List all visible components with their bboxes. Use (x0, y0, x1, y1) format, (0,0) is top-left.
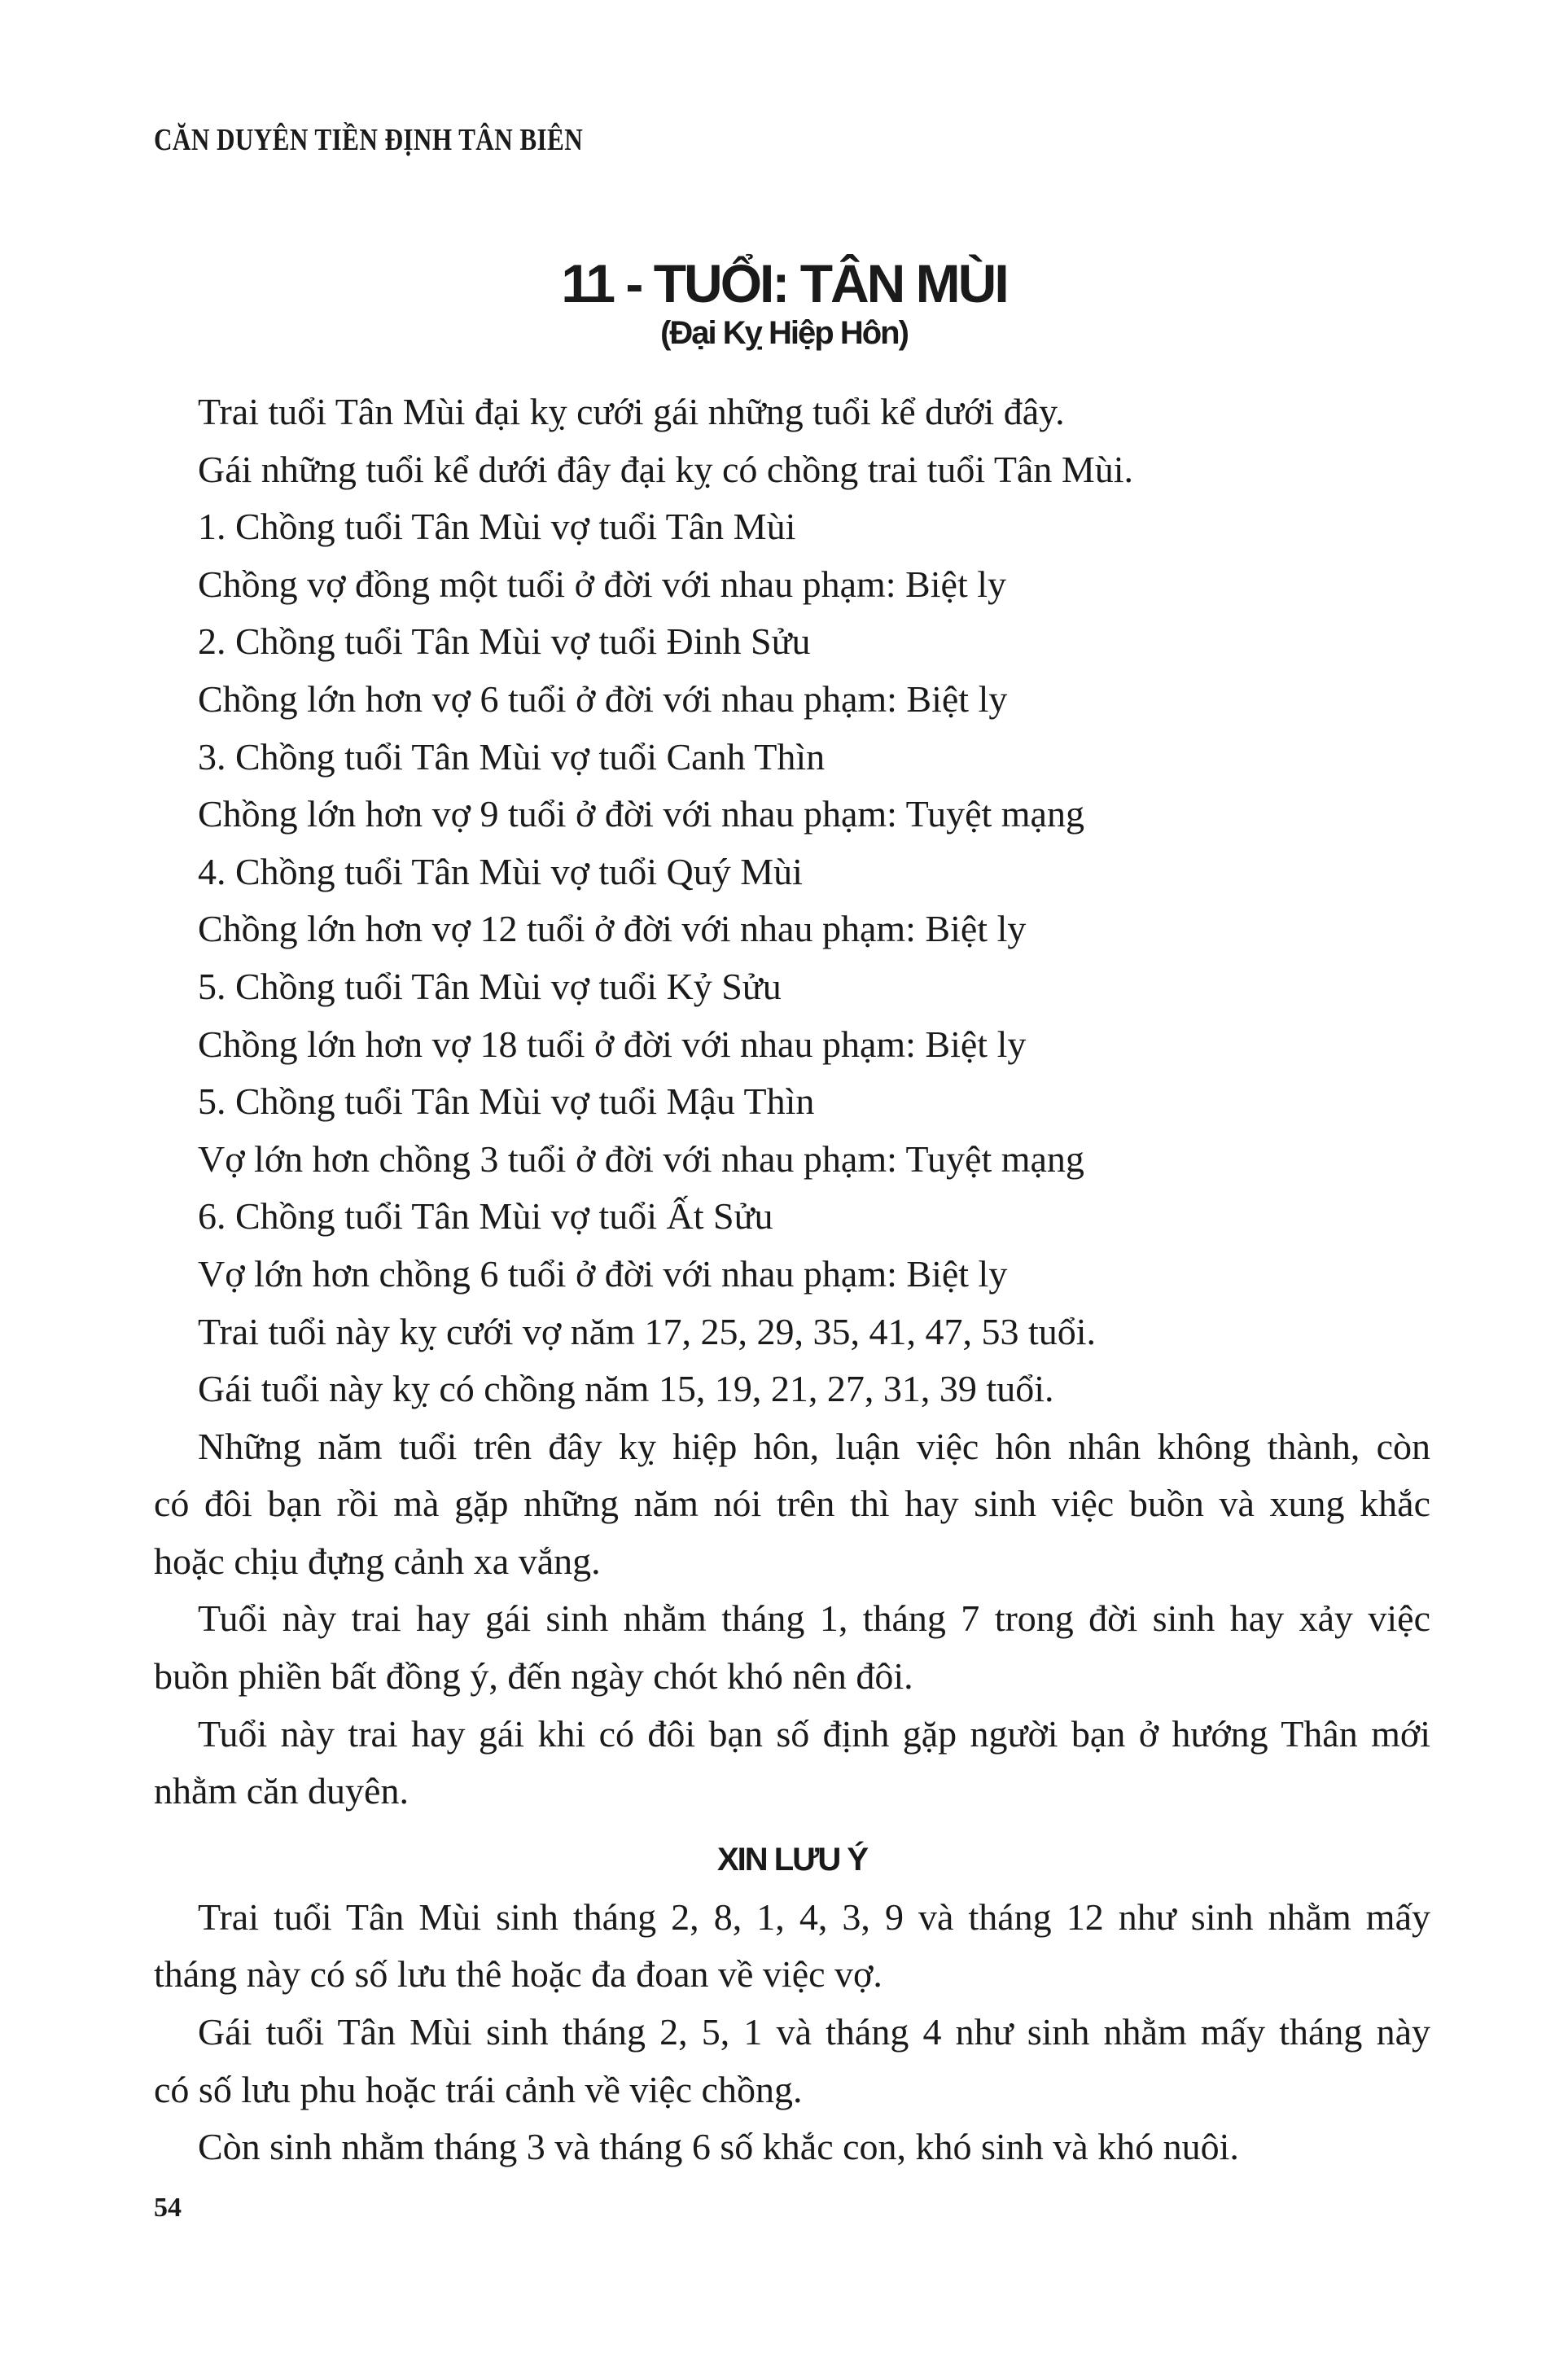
paragraph-line: hoặc chịu đựng cảnh xa vắng. (154, 1540, 601, 1582)
text-line: Chồng lớn hơn vợ 18 tuổi ở đời với nhau phạm: Biệt ly (198, 1023, 1027, 1065)
paragraph-line: Tuổi này trai hay gái sinh nhằm tháng 1, tháng 7 trong đời sinh hay xảy việc (198, 1597, 1430, 1640)
paragraph-line: Tuổi này trai hay gái khi có đôi bạn số định gặp người bạn ở hướng Thân mới (198, 1712, 1430, 1755)
note-heading: XIN LƯU Ý (716, 1841, 868, 1877)
paragraph-line: Trai tuổi Tân Mùi sinh tháng 2, 8, 1, 4, 3, 9 và tháng 12 như sinh nhằm mấy (198, 1895, 1430, 1938)
paragraph-line: Những năm tuổi trên đây kỵ hiệp hôn, luận việc hôn nhân không thành, còn (198, 1425, 1430, 1467)
paragraph-line: tháng này có số lưu thê hoặc đa đoan về việc vợ. (154, 1953, 883, 1996)
running-head: CĂN DUYÊN TIỀN ĐỊNH TÂN BIÊN (154, 123, 584, 157)
text-line: Gái những tuổi kể dưới đây đại kỵ có chồng trai tuổi Tân Mùi. (198, 448, 1134, 490)
text-line: Trai tuổi Tân Mùi đại kỵ cưới gái những tuổi kể dưới đây. (198, 391, 1065, 432)
paragraph-line: nhằm căn duyên. (154, 1770, 409, 1812)
chapter-title: 11 - TUỔI: TÂN MÙI (561, 253, 1007, 313)
body-text (154, 383, 1430, 2176)
page-number: 54 (154, 2193, 182, 2223)
text-line: 4. Chồng tuổi Tân Mùi vợ tuổi Quý Mùi (198, 850, 803, 892)
text-line: 1. Chồng tuổi Tân Mùi vợ tuổi Tân Mùi (198, 506, 796, 548)
paragraph-line: Gái tuổi Tân Mùi sinh tháng 2, 5, 1 và tháng 4 như sinh nhằm mấy tháng này (198, 2011, 1430, 2053)
text-line: 2. Chồng tuổi Tân Mùi vợ tuổi Đinh Sửu (198, 620, 811, 663)
text-line: 5. Chồng tuổi Tân Mùi vợ tuổi Kỷ Sửu (198, 965, 782, 1007)
text-line: Chồng vợ đồng một tuổi ở đời với nhau phạm: Biệt ly (198, 563, 1006, 605)
text-line: 3. Chồng tuổi Tân Mùi vợ tuổi Canh Thìn (198, 735, 826, 778)
paragraph-line: Còn sinh nhằm tháng 3 và tháng 6 số khắc con, khó sinh và khó nuôi. (198, 2126, 1239, 2168)
text-line: Vợ lớn hơn chồng 6 tuổi ở đời với nhau phạm: Biệt ly (198, 1252, 1008, 1295)
text-line: Vợ lớn hơn chồng 3 tuổi ở đời với nhau phạm: Tuyệt mạng (198, 1137, 1084, 1180)
text-line: Chồng lớn hơn vợ 9 tuổi ở đời với nhau phạm: Tuyệt mạng (198, 793, 1084, 835)
text-line: 5. Chồng tuổi Tân Mùi vợ tuổi Mậu Thìn (198, 1080, 815, 1123)
text-line: Gái tuổi này kỵ có chồng năm 15, 19, 21, 27, 31, 39 tuổi. (198, 1368, 1054, 1410)
paragraph-line: có đôi bạn rồi mà gặp những năm nói trên thì hay sinh việc buồn và xung khắc (154, 1483, 1430, 1525)
text-line: Chồng lớn hơn vợ 12 tuổi ở đời với nhau phạm: Biệt ly (198, 908, 1027, 950)
text-line: Chồng lớn hơn vợ 6 tuổi ở đời với nhau phạm: Biệt ly (198, 677, 1008, 720)
text-line: 6. Chồng tuổi Tân Mùi vợ tuổi Ất Sửu (198, 1195, 773, 1238)
chapter-subtitle: (Đại Kỵ Hiệp Hôn) (660, 315, 908, 351)
paragraph-line: buồn phiền bất đồng ý, đến ngày chót khó nên đôi. (154, 1655, 913, 1698)
text-line: Trai tuổi này kỵ cưới vợ năm 17, 25, 29, 35, 41, 47, 53 tuổi. (198, 1310, 1097, 1352)
paragraph-line: có số lưu phu hoặc trái cảnh về việc chồng. (154, 2068, 803, 2110)
